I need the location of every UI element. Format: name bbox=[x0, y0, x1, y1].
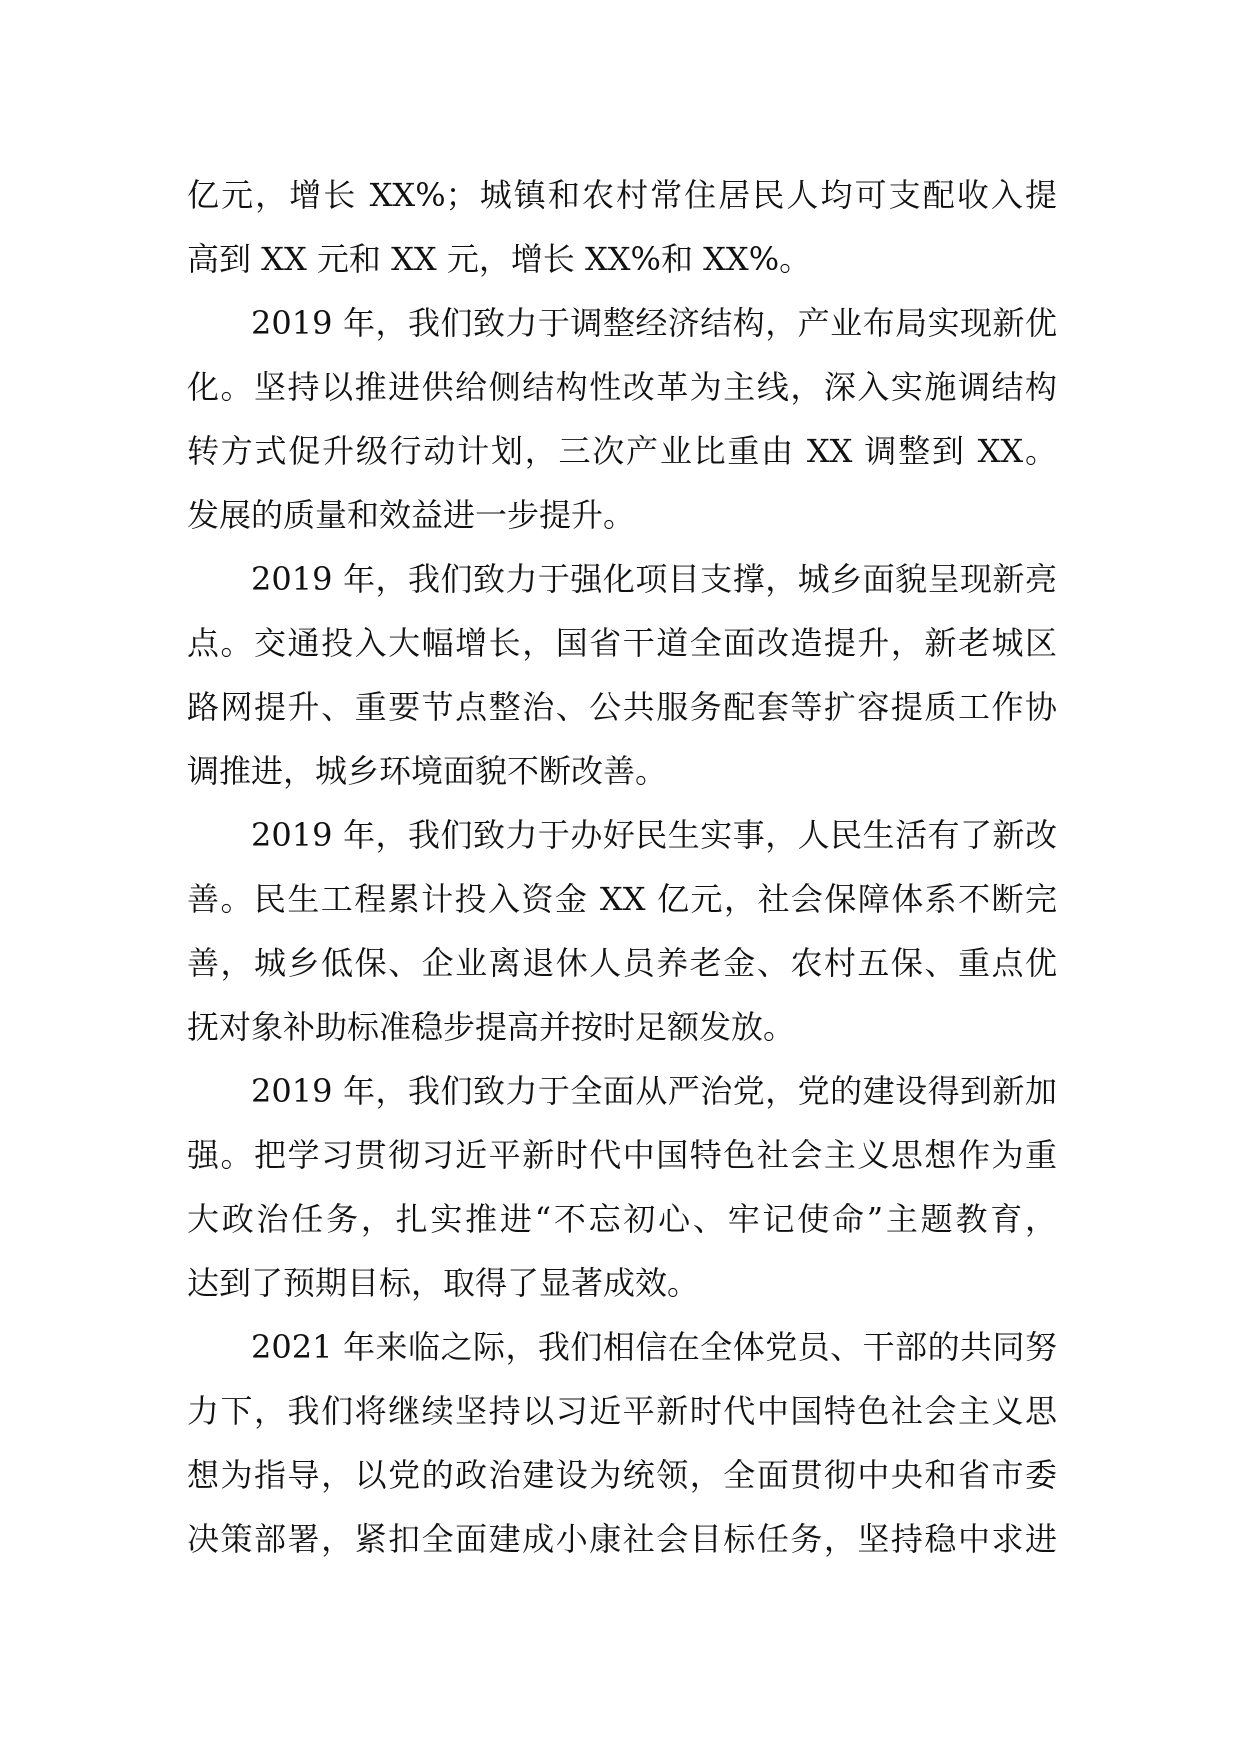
body-text bbox=[187, 163, 1057, 1571]
text-line: 转方式促升级行动计划，三次产业比重由 XX 调整到 XX。 bbox=[187, 432, 1057, 470]
text-line: 力下，我们将继续坚持以习近平新时代中国特色社会主义思 bbox=[187, 1392, 1057, 1430]
paragraph-first-line: 2021 年来临之际，我们相信在全体党员、干部的共同努 bbox=[251, 1328, 1057, 1366]
paragraph-first-line: 2019 年，我们致力于调整经济结构，产业布局实现新优 bbox=[251, 304, 1057, 342]
text-line: 善。民生工程累计投入资金 XX 亿元，社会保障体系不断完 bbox=[187, 880, 1057, 918]
text-line: 化。坚持以推进供给侧结构性改革为主线，深入实施调结构 bbox=[187, 368, 1057, 406]
text-line: 抚对象补助标准稳步提高并按时足额发放。 bbox=[187, 1008, 796, 1046]
text-line: 决策部署，紧扣全面建成小康社会目标任务，坚持稳中求进 bbox=[187, 1520, 1057, 1558]
text-line: 路网提升、重要节点整治、公共服务配套等扩容提质工作协 bbox=[187, 688, 1057, 726]
text-line: 善，城乡低保、企业离退休人员养老金、农村五保、重点优 bbox=[187, 944, 1057, 982]
text-line: 调推进，城乡环境面貌不断改善。 bbox=[187, 752, 668, 790]
paragraph-first-line: 2019 年，我们致力于强化项目支撑，城乡面貌呈现新亮 bbox=[251, 560, 1057, 598]
text-line: 发展的质量和效益进一步提升。 bbox=[187, 496, 636, 534]
paragraph-first-line: 2019 年，我们致力于全面从严治党，党的建设得到新加 bbox=[251, 1072, 1057, 1110]
text-line: 达到了预期目标，取得了显著成效。 bbox=[187, 1264, 700, 1302]
paragraph-first-line: 2019 年，我们致力于办好民生实事，人民生活有了新改 bbox=[251, 816, 1057, 854]
text-line: 想为指导，以党的政治建设为统领，全面贯彻中央和省市委 bbox=[187, 1456, 1057, 1494]
text-line: 点。交通投入大幅增长，国省干道全面改造提升，新老城区 bbox=[187, 624, 1057, 662]
text-line: 高到 XX 元和 XX 元，增长 XX%和 XX%。 bbox=[187, 240, 812, 278]
text-line: 大政治任务，扎实推进“不忘初心、牢记使命”主题教育， bbox=[187, 1200, 1057, 1238]
text-line: 亿元，增长 XX%；城镇和农村常住居民人均可支配收入提 bbox=[187, 176, 1057, 214]
text-line: 强。把学习贯彻习近平新时代中国特色社会主义思想作为重 bbox=[187, 1136, 1057, 1174]
